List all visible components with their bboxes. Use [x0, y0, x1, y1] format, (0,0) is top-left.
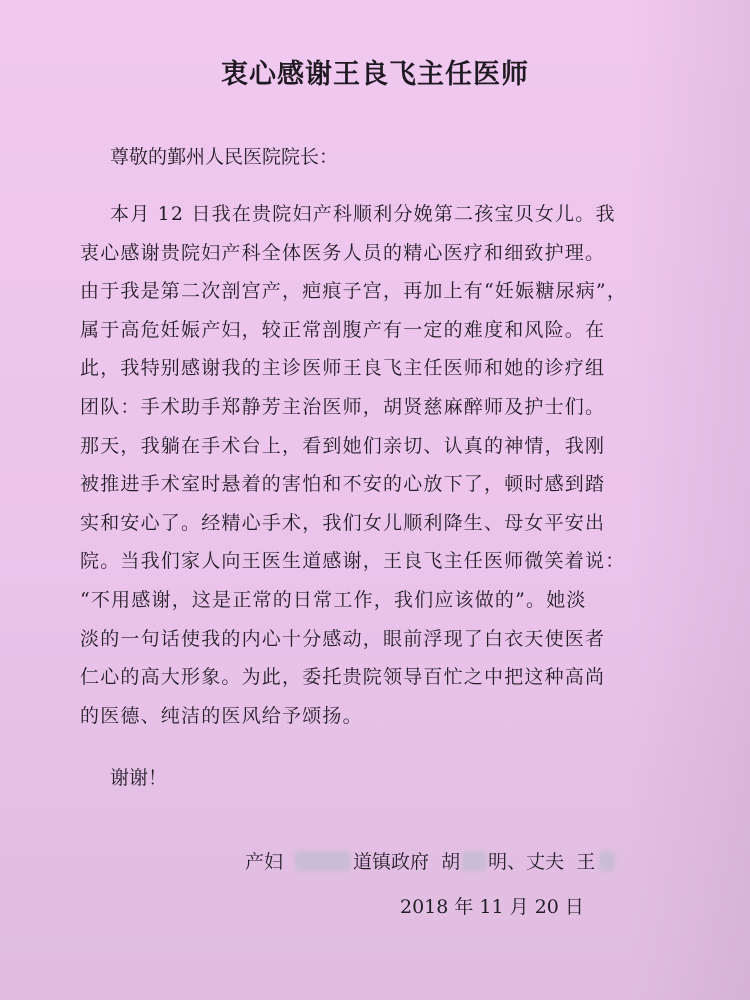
body-line: 本月 12 日我在贵院妇产科顺利分娩第二孩宝贝女儿。我 — [110, 203, 616, 225]
letter-title: 衷心感谢王良飞主任医师 — [221, 59, 529, 90]
body-line: 被推进手术室时悬着的害怕和不安的心放下了，顿时感到踏 — [80, 473, 606, 496]
body-line: 淡的一句话使我的内心十分感动，眼前浮现了白衣天使医者 — [80, 627, 606, 650]
signature-prefix: 产妇 — [245, 851, 284, 873]
redacted-blur — [462, 851, 486, 871]
letter-date: 2018 年 11 月 20 日 — [400, 896, 584, 918]
signature-part: 胡 — [441, 851, 461, 873]
signature-part: 明、丈夫 — [488, 851, 565, 873]
body-line: 那天，我躺在手术台上，看到她们亲切、认真的神情，我刚 — [80, 434, 606, 457]
redacted-blur — [295, 851, 350, 871]
letter-body — [80, 195, 635, 735]
body-line: 属于高危妊娠产妇，较正常剖腹产有一定的难度和风险。在 — [80, 318, 606, 341]
salutation: 尊敬的鄞州人民医院院长： — [110, 146, 339, 168]
body-line: “不用感谢，这是正常的日常工作，我们应该做的”。她淡 — [80, 588, 587, 611]
signature-part: 道镇政府 — [353, 851, 430, 873]
body-line: 衷心感谢贵院妇产科全体医务人员的精心医疗和细致护理。 — [80, 241, 606, 264]
body-line: 仁心的高大形象。为此，委托贵院领导百忙之中把这种高尚 — [80, 666, 606, 689]
body-line: 院。当我们家人向王医生道感谢，王良飞主任医师微笑着说： — [80, 550, 626, 573]
page-shadow — [630, 0, 750, 1000]
closing-thanks: 谢谢！ — [110, 767, 168, 789]
signature-line — [245, 847, 615, 874]
body-line: 此，我特别感谢我的主诊医师王良飞主任医师和她的诊疗组 — [80, 357, 606, 380]
signature-part: 王 — [576, 851, 596, 873]
body-line: 实和安心了。经精心手术，我们女儿顺利降生、母女平安出 — [80, 511, 606, 534]
body-line: 的医德、纯洁的医风给予颂扬。 — [80, 704, 363, 727]
body-line: 由于我是第二次剖宫产，疤痕子宫，再加上有“妊娠糖尿病”， — [80, 280, 628, 303]
body-line: 团队：手术助手郑静芳主治医师，胡贤慈麻醉师及护士们。 — [80, 395, 606, 418]
redacted-blur — [599, 851, 615, 871]
